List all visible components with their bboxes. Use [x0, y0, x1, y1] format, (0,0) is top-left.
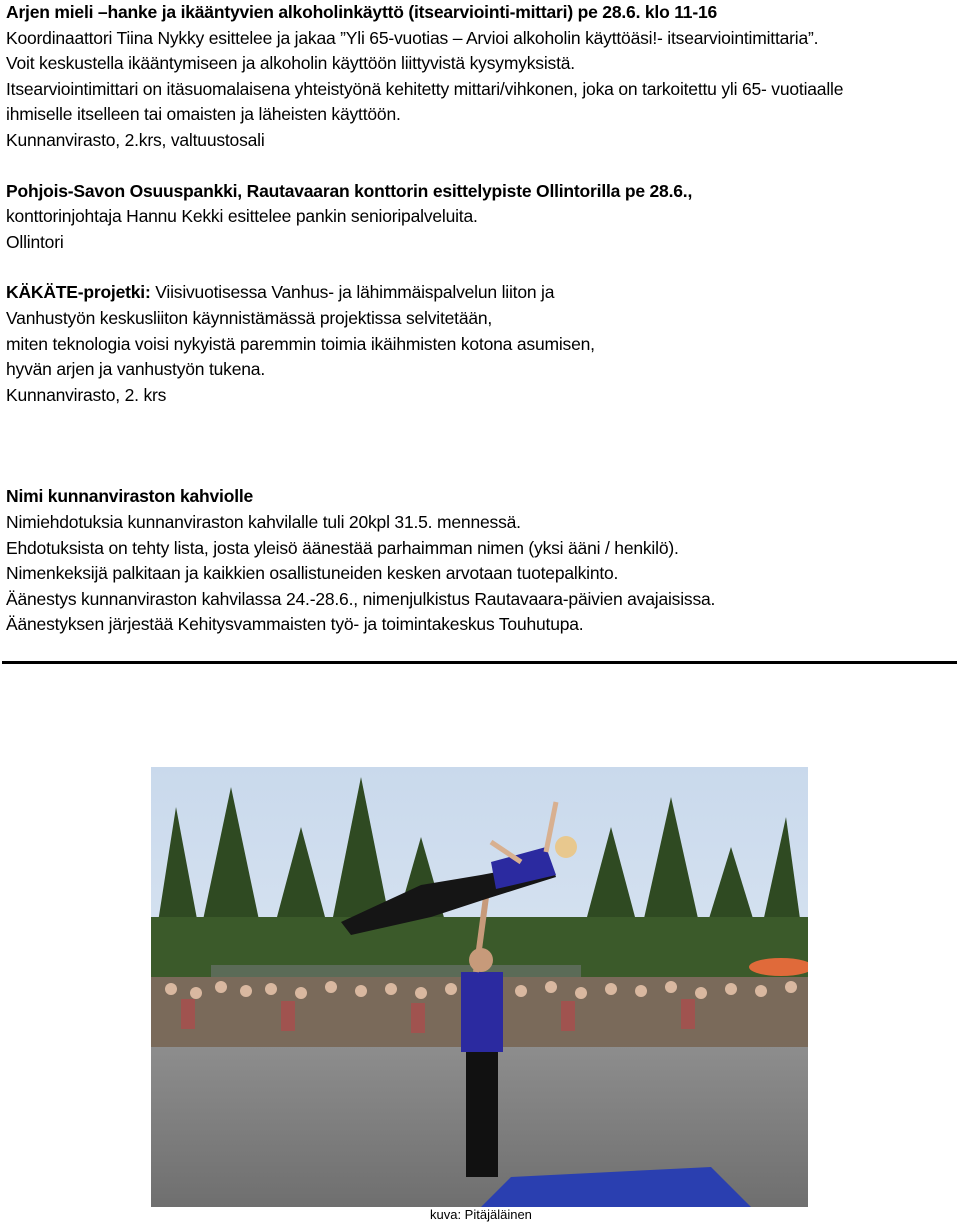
location-text: Ollintori	[6, 231, 64, 252]
section-bank	[6, 179, 956, 256]
section-cafe-name	[6, 484, 956, 638]
section-heading: KÄKÄTE-projetki:	[6, 282, 151, 303]
paragraph-line: Äänestys kunnanviraston kahvilassa 24.-28.6., nimenjulkistus Rautavaara-päivien avajaisissa.	[6, 588, 716, 609]
section-heading: Nimi kunnanviraston kahviolle	[6, 486, 254, 507]
acrobatics-photo	[151, 767, 808, 1207]
paragraph-line: hyvän arjen ja vanhustyön tukena.	[6, 359, 265, 380]
section-kakate	[6, 280, 956, 408]
paragraph-line	[6, 280, 956, 306]
photo-caption: kuva: Pitäjäläinen	[430, 1207, 532, 1222]
paragraph-line: Itsearviointimittari on itäsuomalaisena yhteistyönä kehitetty mittari/vihkonen, joka on tarkoitettu yli 65- vuotiaalle	[6, 78, 844, 99]
document-body	[6, 0, 956, 638]
paragraph-line: Nimiehdotuksia kunnanviraston kahvilalle tuli 20kpl 31.5. mennessä.	[6, 511, 521, 532]
paragraph-line: konttorinjohtaja Hannu Kekki esittelee pankin senioripalveluita.	[6, 206, 478, 227]
horizontal-divider	[2, 661, 957, 664]
section-alcohol-project	[6, 0, 956, 154]
paragraph-line: Ehdotuksista on tehty lista, josta yleisö äänestää parhaimman nimen (yksi ääni / henkilö).	[6, 537, 679, 558]
location-text: Kunnanvirasto, 2. krs	[6, 384, 167, 405]
paragraph-line: ihmiselle itselleen tai omaisten ja läheisten käyttöön.	[6, 104, 401, 125]
section-heading: Arjen mieli –hanke ja ikääntyvien alkoholinkäyttö (itsearviointi-mittari) pe 28.6. klo 11-16	[6, 2, 718, 22]
section-heading: Pohjois-Savon Osuuspankki, Rautavaaran konttorin esittelypiste Ollintorilla pe 28.6.,	[6, 180, 693, 201]
paragraph-line: miten teknologia voisi nykyistä paremmin toimia ikäihmisten kotona asumisen,	[6, 333, 595, 354]
paragraph-line: Vanhustyön keskusliiton käynnistämässä projektissa selvitetään,	[6, 307, 493, 328]
location-text: Kunnanvirasto, 2.krs, valtuustosali	[6, 129, 265, 150]
paragraph-line: Nimenkeksijä palkitaan ja kaikkien osallistuneiden kesken arvotaan tuotepalkinto.	[6, 563, 619, 584]
paragraph-text: Viisivuotisessa Vanhus- ja lähimmäispalvelun liiton ja	[150, 282, 555, 303]
paragraph-line: Äänestyksen järjestää Kehitysvammaisten työ- ja toimintakeskus Touhutupa.	[6, 614, 584, 635]
paragraph-line: Koordinaattori Tiina Nykky esittelee ja jakaa ”Yli 65-vuotias – Arvioi alkoholin käyttöäsi!- itsearviointimittaria”.	[6, 27, 819, 48]
paragraph-line: Voit keskustella ikääntymiseen ja alkoholin käyttöön liittyvistä kysymyksistä.	[6, 53, 575, 74]
